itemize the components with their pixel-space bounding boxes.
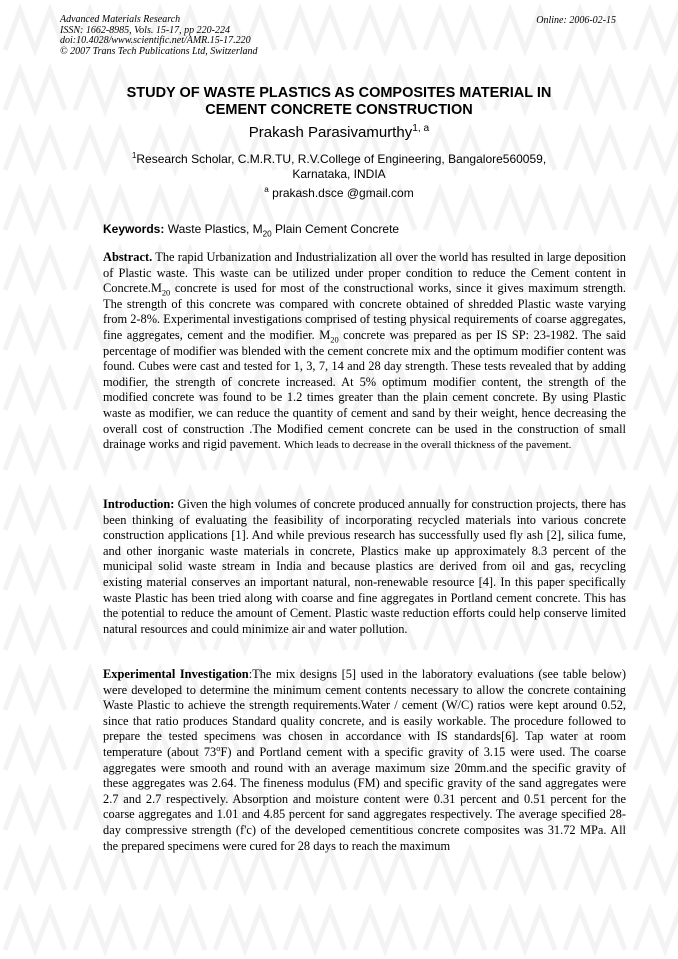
abstract-text-1: The rapid Urbanization and Industrialization all over the world has resulted in large deposition of Plastic waste. This waste can be utilized under proper condition to reduce the Cement content in Concrete.M [103,250,626,296]
experimental-text-2: F) and Portland cement with a specific gravity of 3.15 were used. The coarse aggregates were smooth and round with an average maximum size 20mm.and the specific gravity of these aggregates was 2.64. The fineness modulus (FM) and specific gravity of the sand aggregates were 2.7 and 2.7 respectively. Absorption and moisture content were 0.31 percent and 0.51 percent for the coarse aggregates and 1.01 and 4.85 percent for sand aggregates respectively. The average specified 28-day compressive strength (f'c) of the developed cementitious concrete composites was 31.72 MPa. All the prepared specimens were cured for 28 days to reach the maximum [103,744,626,853]
abstract-subscript-2: 20 [330,334,339,345]
email-address: prakash.dsce @gmail.com [272,186,414,200]
keywords-label: Keywords: [103,222,165,236]
degree-superscript: o [216,742,221,753]
online-date: Online: 2006-02-15 [536,15,616,26]
journal-copyright: © 2007 Trans Tech Publications Ltd, Switzerland [60,45,258,57]
journal-name: Advanced Materials Research [60,14,181,25]
author-line [0,124,678,141]
experimental-text-1: :The mix designs [5] used in the laboratory evaluations (see table below) were developed to determine the minimum cement contents necessary to allow the concrete containing Waste Plastic to achieve the strength requirements.Water / cement (W/C) ratios were kept around 0.52, since that ratio produces Standard quality concrete, and is easily workable. The procedure followed to prepare the tested specimens was chosen in accordance with IS standards[6]. Tap water at room temperature (about 73 [103,667,626,759]
abstract-paragraph [103,250,626,454]
abstract-text-4: Which leads to decrease in the overall thickness of the pavement. [284,439,572,452]
keywords [103,222,400,239]
email-superscript: a [264,185,269,194]
email-line [0,186,678,200]
experimental-paragraph [103,667,626,854]
introduction-label: Introduction: [103,497,175,511]
abstract-text-3: concrete was prepared as per IS SP: 23-1982. The said percentage of modifier was blended with the cement concrete mix and the optimum modifier content was found. Cubes were cast and tested for 1, 3, 7, 14 and 28 day strength. These tests revealed that by adding modifier, the strength of concrete increased. At 5% optimum modifier content, the strength of the modified concrete was found to be 1.2 times greater than the plain cement concrete. By using Plastic waste as modifier, we can reduce the quantity of cement and sand by their weight, hence decreasing the overall cost of construction .The Modified cement concrete can be used in the construction of small drainage works and rigid pavement. [103,327,626,452]
title-line-2: CEMENT CONCRETE CONSTRUCTION [205,102,473,118]
abstract-text-2: concrete is used for most of the constructional works, since it gives maximum strength. The strength of this concrete was compared with concrete obtained of shredded Plastic waste varying from 2-8%. Experimental investigations comprised of testing physical requirements of coarse aggregates, fine aggregates, cement and the modifier. M [103,281,627,342]
author-superscript: 1, a [412,123,430,134]
journal-doi: doi:10.4028/www.scientific.net/AMR.15-17.220 [60,35,251,47]
abstract-label: Abstract. [103,250,153,264]
title-line-1: STUDY OF WASTE PLASTICS AS COMPOSITES MATERIAL IN [126,85,552,101]
introduction-paragraph [103,497,626,637]
journal-issn: ISSN: 1662-8985, Vols. 15-17, pp 220-224 [60,24,230,36]
abstract-subscript-1: 20 [161,287,171,298]
affiliation [110,152,568,182]
experimental-label: Experimental Investigation [103,667,249,681]
introduction-text: Given the high volumes of concrete produced annually for construction projects, there has been thinking of evaluating the feasibility of incorporating recycled materials into various concrete construction applications [1]. And while previous research has successfully used fly ash [2], silica fume, and other inorganic waste materials in concrete, Plastics make up approximately 8.3 percent of the municipal solid waste stream in India and because plastics are derived from oil and gas, recycling existing material conserves an important natural, non-renewable resource [4]. In this paper specifically waste Plastic has been tried along with coarse and fine aggregates in Portland cement concrete. This has the potential to reduce the amount of Cement. Plastic waste reduction efforts could help conserve limited natural resources and could minimize air and water pollution. [103,497,626,636]
keywords-text-b: Plain Cement Concrete [275,222,400,236]
keywords-text-a: Waste Plastics, M [167,222,263,236]
affiliation-superscript: 1 [131,151,137,160]
journal-header [60,15,258,57]
author-name: Prakash Parasivamurthy [248,124,413,141]
paper-title [100,85,578,119]
keywords-subscript: 20 [262,229,272,239]
affiliation-text: Research Scholar, C.M.R.TU, R.V.College of Engineering, Bangalore560059, Karnataka, INDIA [136,152,547,181]
